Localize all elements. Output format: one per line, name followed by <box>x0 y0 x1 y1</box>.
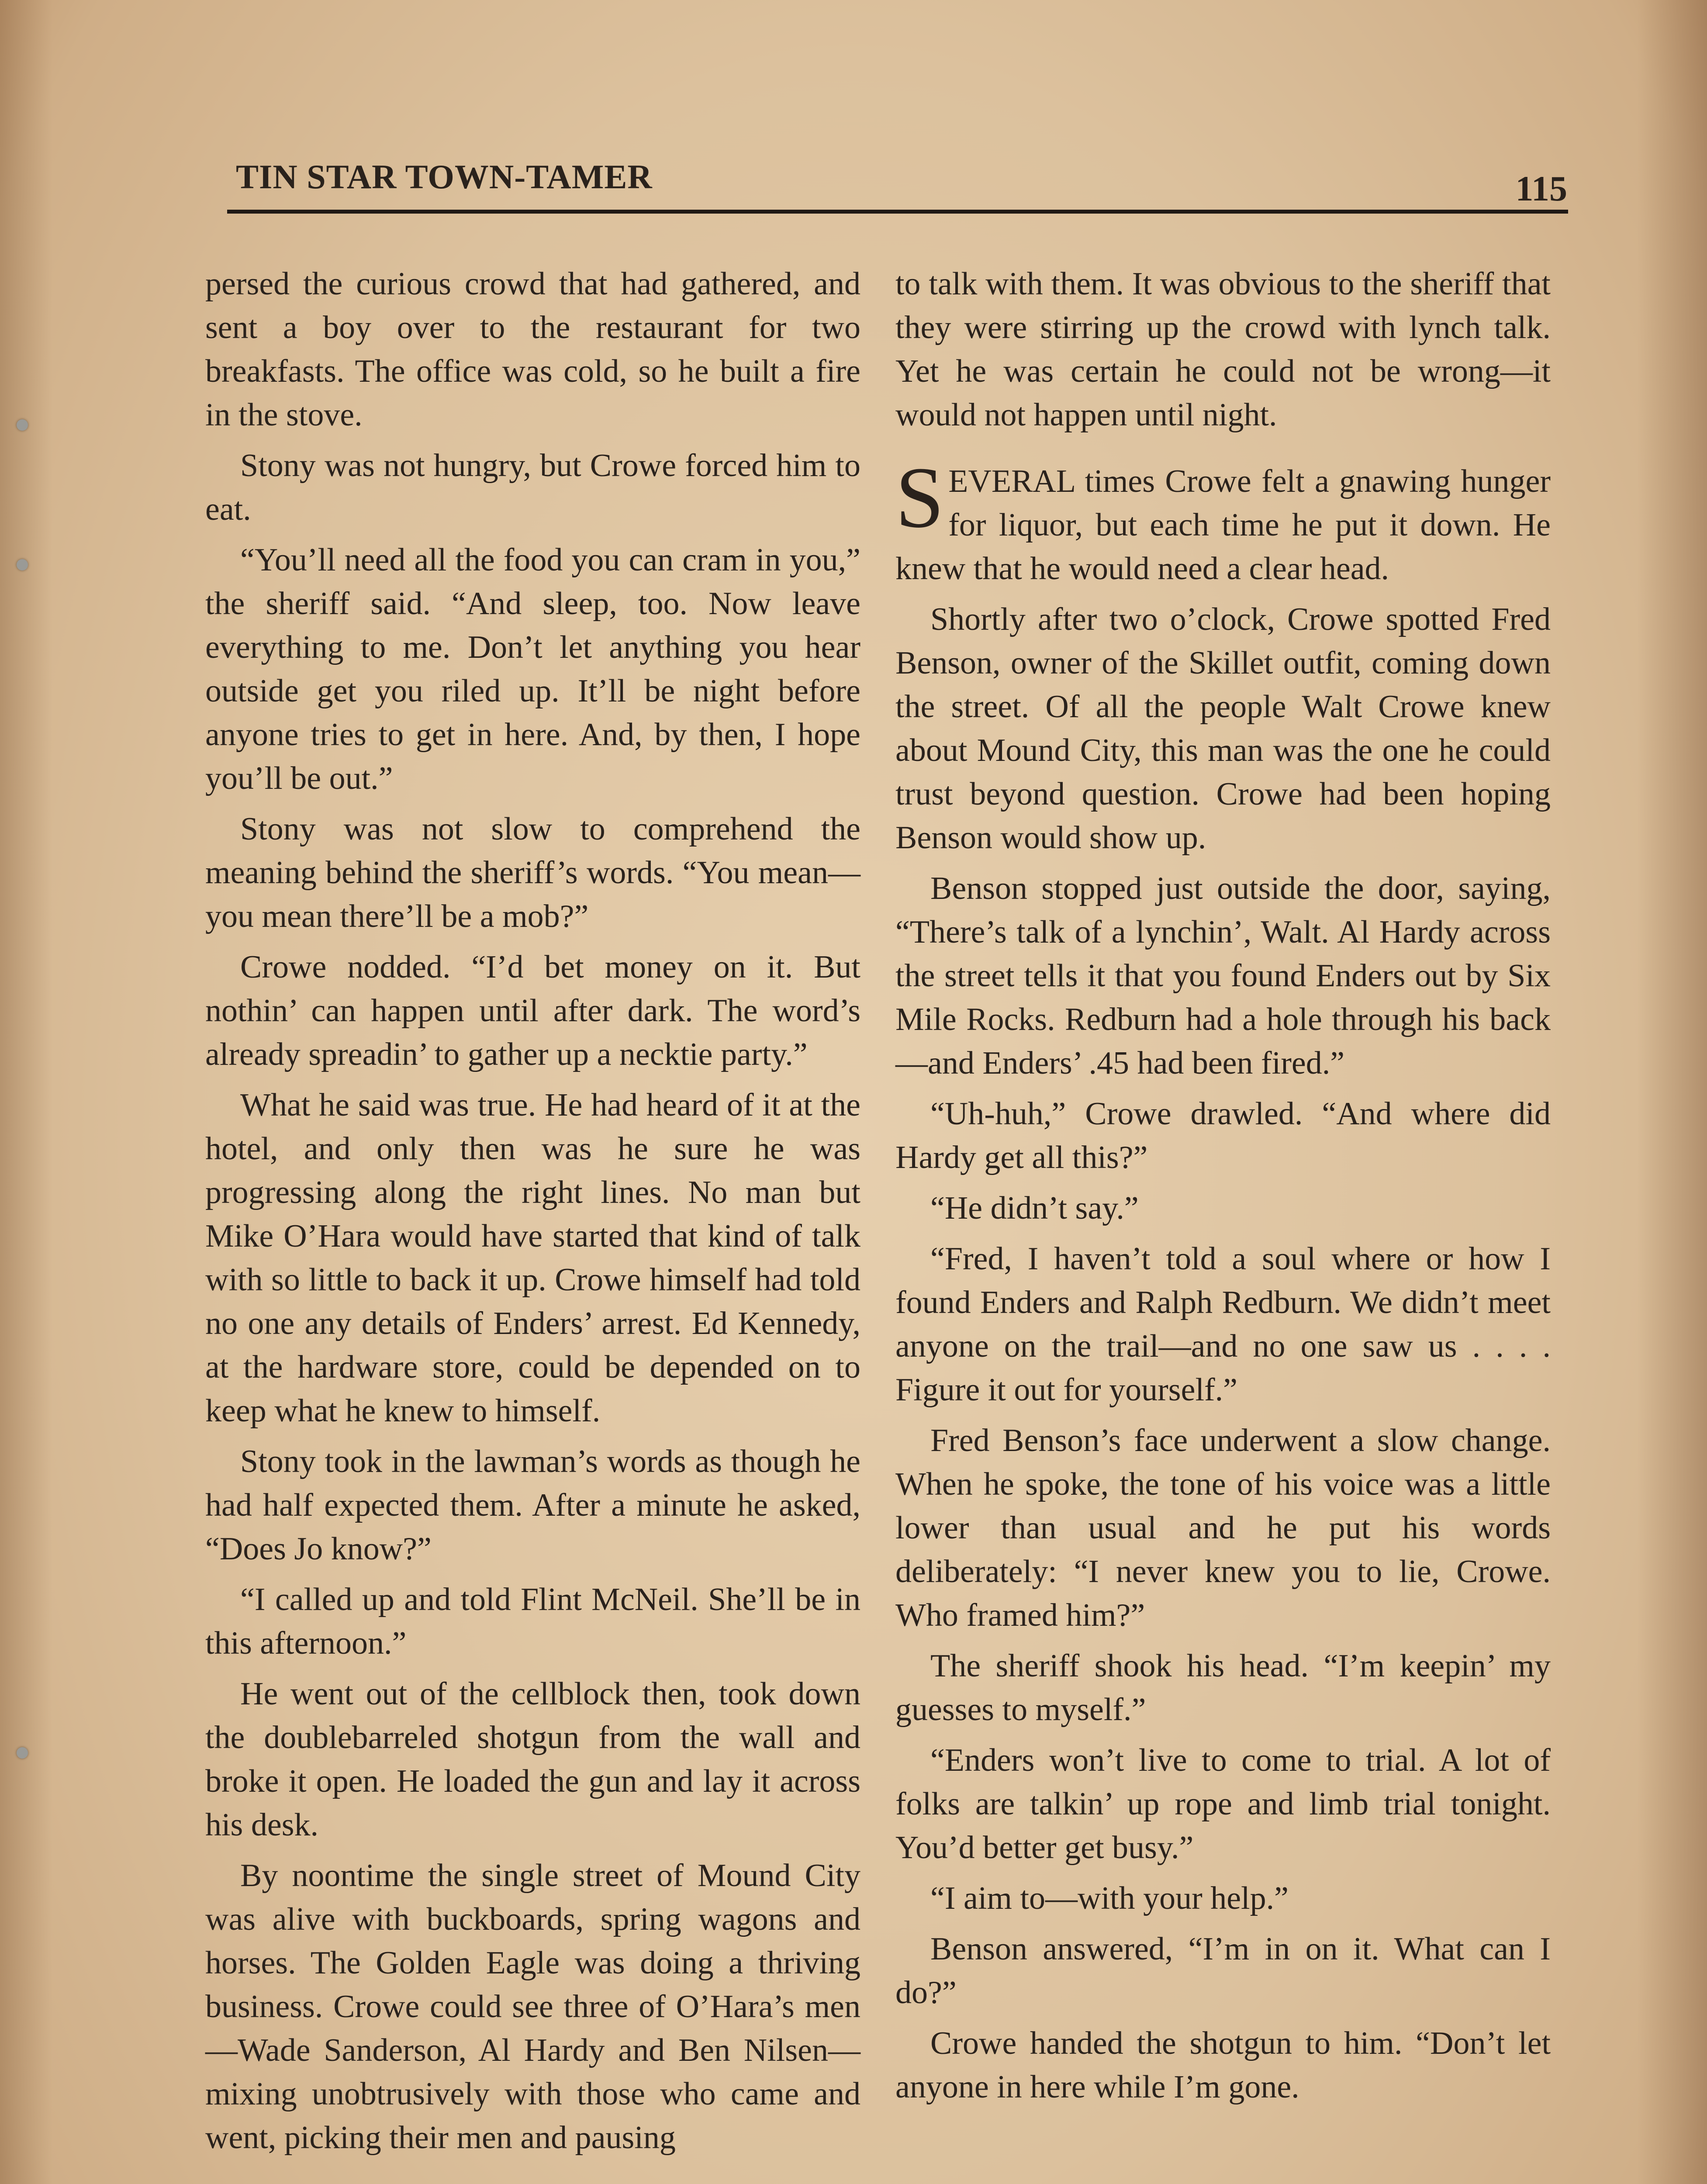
drop-cap: S <box>895 449 944 546</box>
paragraph: “Uh-huh,” Crowe drawled. “And where did Hardy get all this?” <box>895 1096 1551 1175</box>
page-number: 115 <box>1515 169 1567 208</box>
paragraph: Benson answered, “I’m in on it. What can I do?” <box>895 1931 1551 2011</box>
paragraph: “Fred, I haven’t told a soul where or how I found Enders and Ralph Redburn. We didn’t meet anyone on the trail—and no one saw us . . . . Figure it out for yourself.” <box>895 1241 1551 1408</box>
paragraph: Stony was not slow to comprehend the meaning behind the sheriff’s words. “You mean—you mean there’ll be a mob?” <box>205 811 860 934</box>
paragraph: The sheriff shook his head. “I’m keepin’ my guesses to myself.” <box>895 1648 1551 1728</box>
paragraph: “Enders won’t live to come to trial. A lot of folks are talkin’ up rope and limb trial tonight. You’d better get busy.” <box>895 1742 1551 1866</box>
paragraph: Crowe nodded. “I’d bet money on it. But nothin’ can happen until after dark. The word’s already spreadin’ to gather up a necktie party.” <box>205 949 860 1072</box>
staple-hole <box>17 559 28 570</box>
paragraph: “I aim to—with your help.” <box>930 1880 1289 1916</box>
paragraph: “You’ll need all the food you can cram in you,” the sheriff said. “And sleep, too. Now leave everything to me. Don’t let anything you hear outside get you riled up. It’ll be night before anyone tries to get in here. And, by then, I hope you’ll be out.” <box>205 542 860 796</box>
paragraph: By noontime the single street of Mound City was alive with buckboards, spring wagons and horses. The Golden Eagle was doing a thriving business. Crowe could see three of O’Hara’s men—Wade Sanderson, Al Hardy and Ben Nilsen—mixing unobtrusively with those who came and went, picking their men and pausing <box>205 1858 860 2156</box>
paragraph: Fred Benson’s face underwent a slow change. When he spoke, the tone of his voice was a little lower than usual and he put his words deliberately: “I never knew you to lie, Crowe. Who framed him?” <box>895 1423 1551 1633</box>
left-column <box>205 262 860 2167</box>
paragraph-text: EVERAL times Crowe felt a gnawing hunger for liquor, but each time he put it down. He knew that he would need a clear head. <box>895 463 1551 587</box>
paragraph: persed the curious crowd that had gathered, and sent a boy over to the restaurant for two breakfasts. The office was cold, so he built a fire in the stove. <box>205 266 860 433</box>
paragraph: to talk with them. It was obvious to the sheriff that they were stirring up the crowd with lynch talk. Yet he was certain he could not be wrong—it would not happen until night. <box>895 266 1551 433</box>
section-opening-paragraph <box>895 449 1551 591</box>
staple-hole <box>17 1747 28 1759</box>
running-head: TIN STAR TOWN-TAMER <box>236 158 653 196</box>
paragraph: He went out of the cellblock then, took down the doublebarreled shotgun from the wall and broke it open. He loaded the gun and lay it across his desk. <box>205 1676 860 1843</box>
right-edge-shadow <box>1637 0 1707 2184</box>
left-edge-shadow <box>0 0 52 2184</box>
paragraph: “He didn’t say.” <box>930 1190 1139 1226</box>
paragraph: Shortly after two o’clock, Crowe spotted Fred Benson, owner of the Skillet outfit, coming down the street. Of all the people Walt Crowe knew about Mound City, this man was the one he could trust beyond question. Crowe had been hoping Benson would show up. <box>895 601 1551 856</box>
paragraph: What he said was true. He had heard of it at the hotel, and only then was he sure he was progressing along the right lines. No man but Mike O’Hara would have started that kind of talk with so little to back it up. Crowe himself had told no one any details of Enders’ arrest. Ed Kennedy, at the hardware store, could be depended on to keep what he knew to himself. <box>205 1087 860 1429</box>
paragraph: “I called up and told Flint McNeil. She’ll be in this afternoon.” <box>205 1582 860 1661</box>
paragraph: Crowe handed the shotgun to him. “Don’t let anyone in here while I’m gone. <box>895 2025 1551 2105</box>
right-column <box>895 262 1551 2116</box>
paragraph: Benson stopped just outside the door, saying, “There’s talk of a lynchin’, Walt. Al Hardy across the street tells it that you found Enders out by Six Mile Rocks. Redburn had a hole through his back—and Enders’ .45 had been fired.” <box>895 871 1551 1081</box>
staple-hole <box>17 419 28 431</box>
paragraph: Stony was not hungry, but Crowe forced him to eat. <box>205 448 860 527</box>
paragraph: Stony took in the lawman’s words as though he had half expected them. After a minute he asked, “Does Jo know?” <box>205 1444 860 1567</box>
header-rule <box>227 210 1568 214</box>
